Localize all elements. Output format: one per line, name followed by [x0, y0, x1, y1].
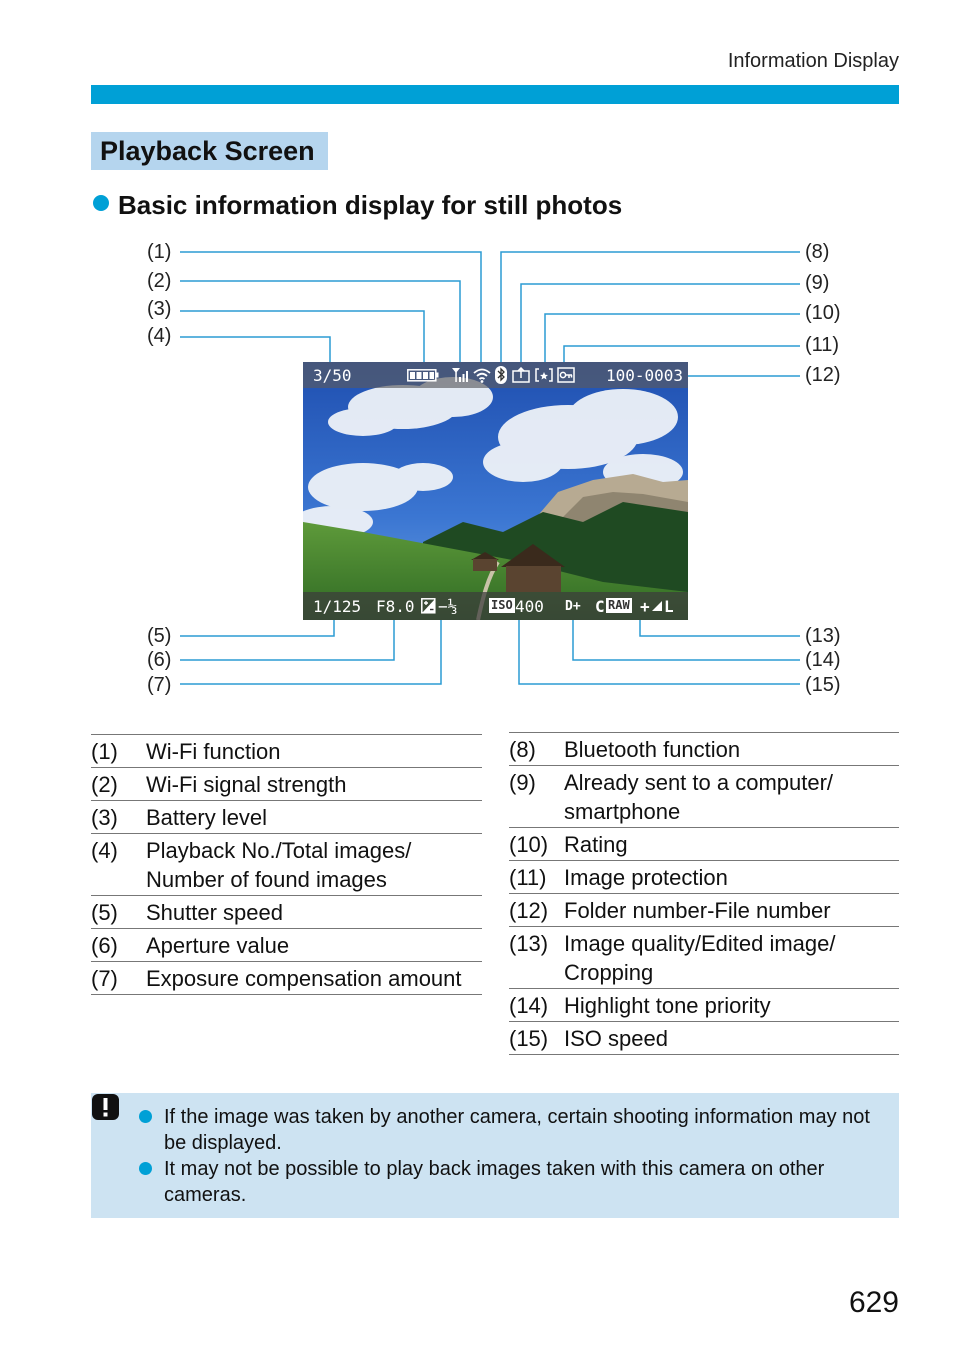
legend-row: [91, 962, 482, 995]
legend-number: (11): [509, 865, 547, 890]
legend-row: [509, 1022, 899, 1055]
caution-item: If the image was taken by another camera, certain shooting information may not be displayed.: [164, 1104, 879, 1156]
legend-text: Wi-Fi signal strength: [146, 772, 347, 797]
legend-text: Highlight tone priority: [564, 993, 771, 1018]
legend-number: (4): [91, 838, 118, 863]
legend-text: Battery level: [146, 805, 268, 830]
legend-number: (9): [509, 770, 536, 795]
caution-item: It may not be possible to play back images taken with this camera on other cameras.: [164, 1156, 879, 1208]
callout-2: (2): [147, 270, 172, 292]
callout-3: (3): [147, 298, 172, 320]
running-header: Information Display: [727, 50, 899, 72]
highlight-tone-priority: D+: [565, 599, 581, 614]
bluetooth-icon: [495, 366, 507, 384]
legend-number: (2): [91, 772, 118, 797]
folder-file-number: 100-0003: [606, 366, 684, 385]
legend-number: (7): [91, 966, 118, 991]
leader-line-2: [180, 281, 460, 372]
wifi-icon: [473, 367, 491, 383]
section-title: Playback Screen: [100, 136, 315, 166]
aperture-value: F8.0: [376, 597, 415, 616]
legend-text: Image protection: [564, 865, 728, 890]
legend-text: Already sent to a computer/ smartphone: [564, 770, 834, 824]
legend-number: (1): [91, 739, 118, 764]
legend-row: [509, 861, 899, 894]
callout-14: (14): [805, 649, 841, 671]
quality-raw-badge: RAW: [608, 598, 630, 612]
exposure-comp-icon: [421, 598, 436, 614]
legend-row: [509, 766, 899, 828]
legend-row: [509, 989, 899, 1022]
iso-badge: ISO: [491, 598, 513, 612]
legend-row: [509, 894, 899, 927]
legend-row: [91, 768, 482, 801]
legend-text: Shutter speed: [146, 900, 283, 925]
legend-table-left: [91, 734, 482, 995]
jpeg-fine-icon: [651, 600, 663, 612]
legend-text: Playback No./Total images/ Number of found images: [146, 838, 412, 892]
legend-row: [91, 735, 482, 768]
callout-15: (15): [805, 674, 841, 696]
playback-screen: [303, 362, 688, 620]
legend-table-right: [509, 732, 899, 1055]
legend-row: [91, 929, 482, 962]
battery-icon: [407, 369, 439, 382]
wifi-signal-icon: [451, 367, 469, 383]
legend-text: Bluetooth function: [564, 737, 741, 762]
protect-key-icon: [557, 367, 575, 383]
callout-11: (11): [805, 334, 840, 356]
callout-7: (7): [147, 674, 172, 696]
legend-row: [91, 801, 482, 834]
legend-number: (12): [509, 898, 549, 923]
sent-to-computer-icon: [512, 367, 530, 383]
legend-number: (10): [509, 832, 549, 857]
callout-5: (5): [147, 625, 172, 647]
legend-text: ISO speed: [564, 1026, 668, 1051]
legend-text: Rating: [564, 832, 628, 857]
caution-icon: [91, 1092, 121, 1122]
shutter-speed-value: 1/125: [313, 597, 362, 616]
legend-number: (13): [509, 931, 549, 956]
legend-number: (15): [509, 1026, 549, 1051]
legend-row: [509, 828, 899, 861]
caution-list: [164, 1104, 879, 1208]
iso-value: 400: [515, 597, 544, 616]
rating-icon: [535, 368, 553, 382]
legend-row: [509, 733, 899, 766]
quality-c: C: [595, 597, 605, 616]
bullet-dot-icon: [139, 1110, 152, 1123]
bullet-dot-icon: [139, 1162, 152, 1175]
legend-text: Aperture value: [146, 933, 290, 958]
callout-8: (8): [805, 241, 830, 263]
legend-row: [509, 927, 899, 989]
page-number: 629: [848, 1286, 899, 1319]
callout-12: (12): [805, 364, 841, 386]
leader-line-8: [501, 252, 800, 372]
legend-number: (3): [91, 805, 118, 830]
legend-text: Image quality/Edited image/ Cropping: [564, 931, 836, 985]
legend-number: (6): [91, 933, 118, 958]
legend-text: Exposure compensation amount: [146, 966, 462, 991]
playback-count: 3/50: [313, 366, 352, 385]
exposure-comp-value: −⅓: [438, 597, 458, 616]
leader-line-9: [521, 284, 800, 372]
landscape-photo: [303, 362, 688, 620]
callout-10: (10): [805, 302, 841, 324]
callout-9: (9): [805, 272, 830, 294]
callout-13: (13): [805, 625, 841, 647]
callout-1: (1): [147, 241, 172, 263]
legend-number: (5): [91, 900, 118, 925]
legend-number: (8): [509, 737, 536, 762]
subsection-title-text: Basic information display for still photos: [118, 190, 623, 220]
quality-size-l: L: [664, 597, 674, 616]
legend-row: [91, 834, 482, 896]
callout-4: (4): [147, 325, 172, 347]
quality-plus: +: [640, 597, 650, 616]
legend-number: (14): [509, 993, 549, 1018]
legend-text: Folder number-File number: [564, 898, 831, 923]
legend-row: [91, 896, 482, 929]
callout-6: (6): [147, 649, 172, 671]
legend-text: Wi-Fi function: [146, 739, 281, 764]
